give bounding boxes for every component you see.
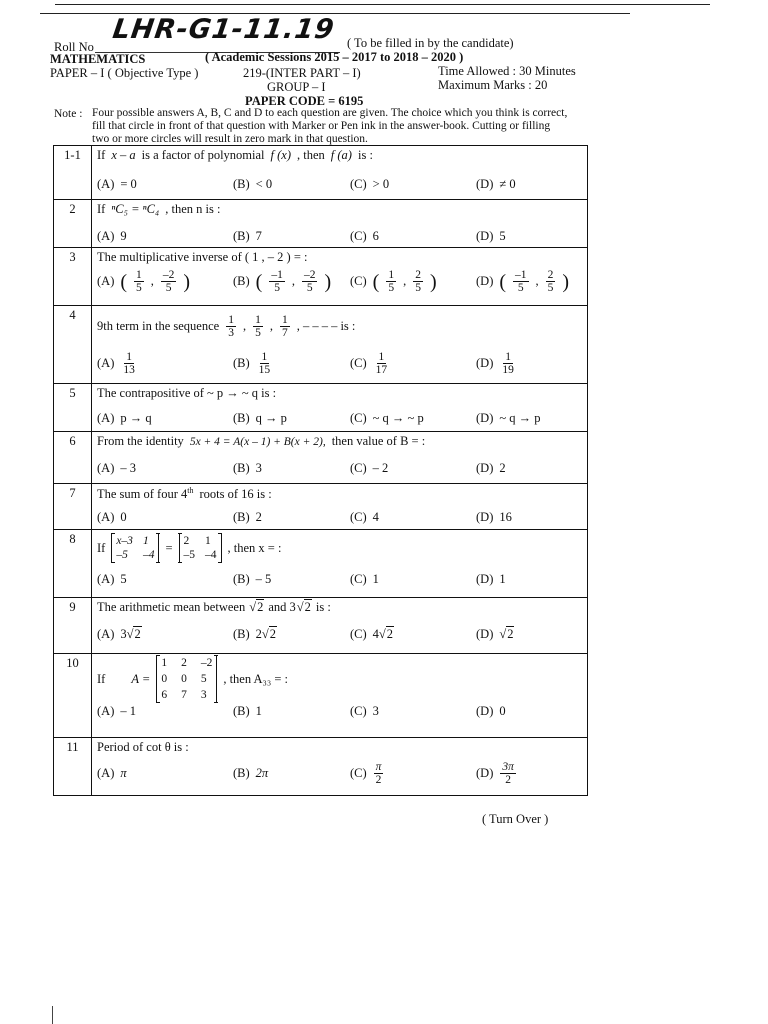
- matrix-left: x–3 1 –5 –4: [111, 534, 159, 562]
- option-d: (D) ( $\frac{-1}{5}$ , $\frac{2}{5}$ ): [476, 269, 570, 294]
- q-text-part: If: [97, 202, 106, 216]
- option-a: (A) 9: [97, 229, 127, 243]
- paper-code: PAPER CODE = 6195: [245, 94, 364, 108]
- q-text-part: roots of 16 is :: [199, 486, 272, 501]
- question-text: [97, 656, 587, 702]
- question-number: 2: [54, 200, 92, 248]
- option-d: (D) $\frac{1}{19}$: [476, 351, 514, 376]
- q-text-part: , then: [297, 148, 325, 162]
- option-b: (B) q → p: [233, 411, 287, 425]
- handwritten-code: LHR-G1-11.19: [110, 14, 337, 45]
- maximum-marks: Maximum Marks : 20: [438, 78, 548, 92]
- roll-no-note: ( To be filled in by the candidate): [347, 36, 514, 50]
- note-line-1: Four possible answers A, B, C and D to each question are given. The choice which you think is correct,: [92, 107, 568, 119]
- note-label: Note :: [54, 108, 83, 120]
- academic-sessions: ( Academic Sessions 2015 – 2017 to 2018 – 2020 ): [205, 50, 464, 64]
- option-d: (D) ≠ 0: [476, 177, 516, 191]
- question-row: [54, 200, 588, 248]
- option-a: (A) ( $\frac{1}{5}$ , $\frac{-2}{5}$ ): [97, 269, 191, 294]
- top-rule-1: [55, 4, 710, 5]
- option-a: (A) $\frac{1}{13}$: [97, 351, 135, 376]
- option-a: (A) 3√2: [97, 627, 141, 641]
- question-row: [54, 530, 588, 598]
- question-text: [97, 434, 587, 449]
- option-b: (B) 1: [233, 704, 262, 718]
- question-text: The multiplicative inverse of ( 1 , – 2 ) = :: [97, 250, 308, 264]
- option-c: (C) $\frac{1}{17}$: [350, 351, 388, 376]
- question-number: 3: [54, 248, 92, 306]
- q-math: f (a): [330, 148, 352, 162]
- question-text: [97, 148, 587, 163]
- question-number: 9: [54, 598, 92, 654]
- inter-part: 219-(INTER PART – I): [243, 66, 361, 80]
- note-line-3: two or more circles will result in zero mark in that question.: [92, 133, 368, 145]
- q-text-part: If: [97, 540, 106, 555]
- option-c: (C) $\frac{\pi}{2}$: [350, 761, 382, 786]
- q-math: A =: [131, 671, 151, 686]
- question-number: 10: [54, 654, 92, 738]
- question-row: [54, 384, 588, 432]
- question-number: 6: [54, 432, 92, 484]
- q-sup: th: [187, 486, 194, 495]
- option-d: (D) ~ q → p: [476, 411, 541, 425]
- q-math: 5x + 4 = A(x – 1) + B(x + 2),: [189, 435, 326, 448]
- question-number: 11: [54, 738, 92, 796]
- q-text-part: and 3: [268, 600, 296, 614]
- question-text: [97, 486, 587, 502]
- q-text-part: The arithmetic mean between: [97, 600, 246, 614]
- option-a: (A) 5: [97, 572, 127, 586]
- option-a: (A) = 0: [97, 177, 137, 191]
- option-b: (B) 7: [233, 229, 262, 243]
- option-c: (C) ~ q → ~ p: [350, 411, 424, 425]
- q-text-part: , then x = :: [227, 540, 282, 555]
- subject-title: MATHEMATICS: [50, 52, 146, 66]
- time-allowed: Time Allowed : 30 Minutes: [438, 64, 576, 78]
- q-math: f (x): [270, 148, 292, 162]
- option-a: (A) – 3: [97, 461, 136, 475]
- question-number: 5: [54, 384, 92, 432]
- option-b: (B) 2√2: [233, 627, 277, 641]
- option-a: (A) p → q: [97, 411, 152, 425]
- q-text-part: , then n is :: [165, 202, 221, 216]
- option-b: (B) – 5: [233, 572, 272, 586]
- option-a: (A) π: [97, 766, 127, 780]
- note-line-2: fill that circle in front of that question with Marker or Pen ink in the answer-book. Cutting or filling: [92, 120, 551, 132]
- q-text-part: 9th term in the sequence: [97, 319, 220, 333]
- question-number: 1-1: [54, 146, 92, 200]
- option-d: (D) 1: [476, 572, 506, 586]
- question-row: [54, 738, 588, 796]
- question-number: 8: [54, 530, 92, 598]
- option-c: (C) 4√2: [350, 627, 394, 641]
- q-math: ⁿC₅ = ⁿC₄: [111, 202, 160, 216]
- option-b: (B) 3: [233, 461, 262, 475]
- option-c: (C) ( $\frac{1}{5}$ , $\frac{2}{5}$ ): [350, 269, 437, 294]
- matrix-right: 2 1 –5 –4: [179, 534, 222, 562]
- option-b: (B) $\frac{1}{15}$: [233, 351, 271, 376]
- option-d: (D) 5: [476, 229, 506, 243]
- option-c: (C) 1: [350, 572, 379, 586]
- option-b: (B) < 0: [233, 177, 273, 191]
- q-text-part: If: [97, 148, 106, 162]
- question-number: 7: [54, 484, 92, 530]
- question-text: The contrapositive of ~ p → ~ q is :: [97, 386, 277, 400]
- option-c: (C) 6: [350, 229, 379, 243]
- option-d: (D) √2: [476, 627, 514, 641]
- scan-edge-mark: [52, 1006, 53, 1024]
- group-label: GROUP – I: [267, 80, 326, 94]
- question-row: [54, 248, 588, 306]
- question-row: [54, 598, 588, 654]
- question-row: [54, 432, 588, 484]
- q-text-part: If: [97, 671, 106, 686]
- option-c: (C) – 2: [350, 461, 389, 475]
- question-row: [54, 306, 588, 384]
- q-text-part: From the identity: [97, 434, 184, 448]
- q-text-part: then value of B = :: [331, 434, 426, 448]
- q-math: x – a: [111, 148, 136, 162]
- roll-no-label: Roll No: [54, 40, 94, 54]
- option-b: (B) 2π: [233, 766, 269, 780]
- question-text: [97, 600, 587, 615]
- option-d: (D) 0: [476, 704, 506, 718]
- option-c: (C) 4: [350, 510, 379, 525]
- option-a: (A) – 1: [97, 704, 136, 718]
- question-row: [54, 146, 588, 200]
- option-b: (B) 2: [233, 510, 262, 525]
- option-b: (B) ( $\frac{-1}{5}$ , $\frac{-2}{5}$ ): [233, 269, 332, 294]
- paper-type: PAPER – I ( Objective Type ): [50, 66, 199, 80]
- q-text-part: is a factor of polynomial: [141, 148, 265, 162]
- option-a: (A) 0: [97, 510, 127, 525]
- sqrt: √2: [249, 600, 264, 614]
- question-text: Period of cot θ is :: [97, 740, 189, 754]
- option-c: (C) 3: [350, 704, 379, 718]
- question-row: [54, 654, 588, 738]
- q-text-part: , – – – – is :: [296, 319, 356, 333]
- question-row: [54, 484, 588, 530]
- q-text-part: is :: [315, 600, 331, 614]
- option-d: (D) $\frac{3\pi}{2}$: [476, 761, 514, 786]
- option-d: (D) 2: [476, 461, 506, 475]
- question-text: [97, 202, 587, 217]
- q-text-part: The sum of four 4: [97, 487, 188, 502]
- question-text: If x–3 1 –5 –4 = 2 1 –5 –4 , then x = :: [97, 535, 282, 561]
- question-number: 4: [54, 306, 92, 384]
- option-c: (C) > 0: [350, 177, 390, 191]
- question-text: 9th term in the sequence $\frac{1}{3}$ , $\frac{1}{5}$ , $\frac{1}{7}$ , – – – – is :: [97, 314, 356, 339]
- sqrt: √2: [296, 600, 311, 614]
- matrix-a: 1 2 –2 0 0 5 6 7 3: [156, 656, 217, 702]
- option-d: (D) 16: [476, 510, 512, 525]
- questions-table: [53, 145, 588, 796]
- q-text-part: is :: [357, 148, 373, 162]
- q-text-part: , then A₃₃ = :: [223, 671, 289, 686]
- turn-over: ( Turn Over ): [482, 812, 549, 826]
